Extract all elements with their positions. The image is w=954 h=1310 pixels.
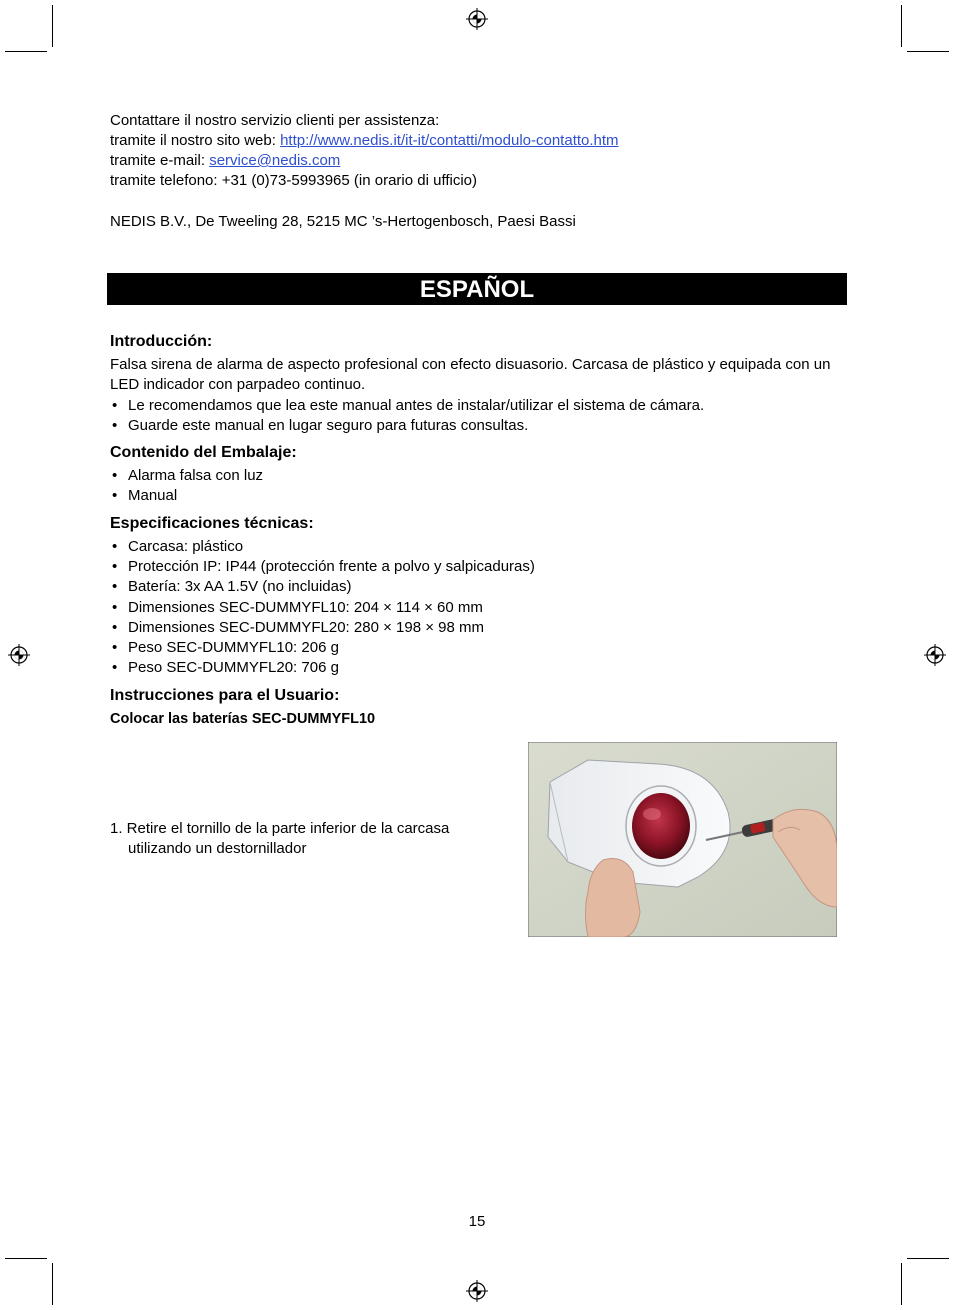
list-item: • Dimensiones SEC-DUMMYFL10: 204 × 114 × 60 mm [110,598,535,618]
list-item: • Protección IP: IP44 (protección frente a polvo y salpicaduras) [110,557,535,577]
list-item: • Carcasa: plástico [110,537,535,557]
list-item: • Alarma falsa con luz [110,466,263,486]
list-item: • Peso SEC-DUMMYFL10: 206 g [110,638,535,658]
list-item: • Batería: 3x AA 1.5V (no incluidas) [110,577,535,597]
step-1-line-1: 1. Retire el tornillo de la parte inferior de la carcasa [110,820,450,837]
specs-bullet-list [110,537,535,678]
registration-mark-icon [466,8,488,30]
siren-screwdriver-photo [528,742,837,937]
contact-web-line [110,131,619,151]
contents-heading: Contenido del Embalaje: [110,444,297,461]
list-item: • Manual [110,486,263,506]
battery-subheading: Colocar las baterías SEC-DUMMYFL10 [110,711,376,727]
crop-mark [5,1258,47,1259]
list-item: • Dimensiones SEC-DUMMYFL20: 280 × 198 × 98 mm [110,618,535,638]
list-item: • Guarde este manual en lugar seguro para futuras consultas. [110,416,704,436]
registration-mark-icon [466,1280,488,1302]
contact-web-label: tramite il nostro sito web: [110,132,281,149]
crop-mark [52,5,53,47]
contact-email-link[interactable]: service@nedis.com [209,152,341,169]
page-number: 15 [468,1213,486,1230]
crop-mark [901,5,902,47]
list-item: • Le recomendamos que lea este manual antes de instalar/utilizar el sistema de cámara. [110,396,704,416]
contents-bullet-list [110,466,263,506]
user-instructions-heading: Instrucciones para el Usuario: [110,687,340,704]
crop-mark [5,51,47,52]
contact-web-link[interactable]: http://www.nedis.it/it-it/contatti/modulo-contatto.htm [280,132,619,149]
crop-mark [907,1258,949,1259]
contact-address: NEDIS B.V., De Tweeling 28, 5215 MC ’s-Hertogenbosch, Paesi Bassi [110,213,576,230]
intro-heading: Introducción: [110,333,213,350]
specs-heading: Especificaciones técnicas: [110,515,314,532]
language-banner: ESPAÑOL [107,273,847,305]
contact-phone: tramite telefono: +31 (0)73-5993965 (in orario di ufficio) [110,172,478,189]
crop-mark [907,51,949,52]
contact-email-line [110,151,340,171]
crop-mark [901,1263,902,1305]
step-1-line-2: utilizando un destornillador [128,840,307,857]
intro-bullet-list [110,396,704,436]
registration-mark-icon [924,644,946,666]
list-item: • Peso SEC-DUMMYFL20: 706 g [110,658,535,678]
registration-mark-icon [8,644,30,666]
intro-paragraph: Falsa sirena de alarma de aspecto profesional con efecto disuasorio. Carcasa de plástico y equipada con un LED indicador con parpadeo continuo. [110,356,831,393]
contact-intro: Contattare il nostro servizio clienti per assistenza: [110,112,440,129]
crop-mark [52,1263,53,1305]
contact-email-label: tramite e-mail: [110,152,210,169]
